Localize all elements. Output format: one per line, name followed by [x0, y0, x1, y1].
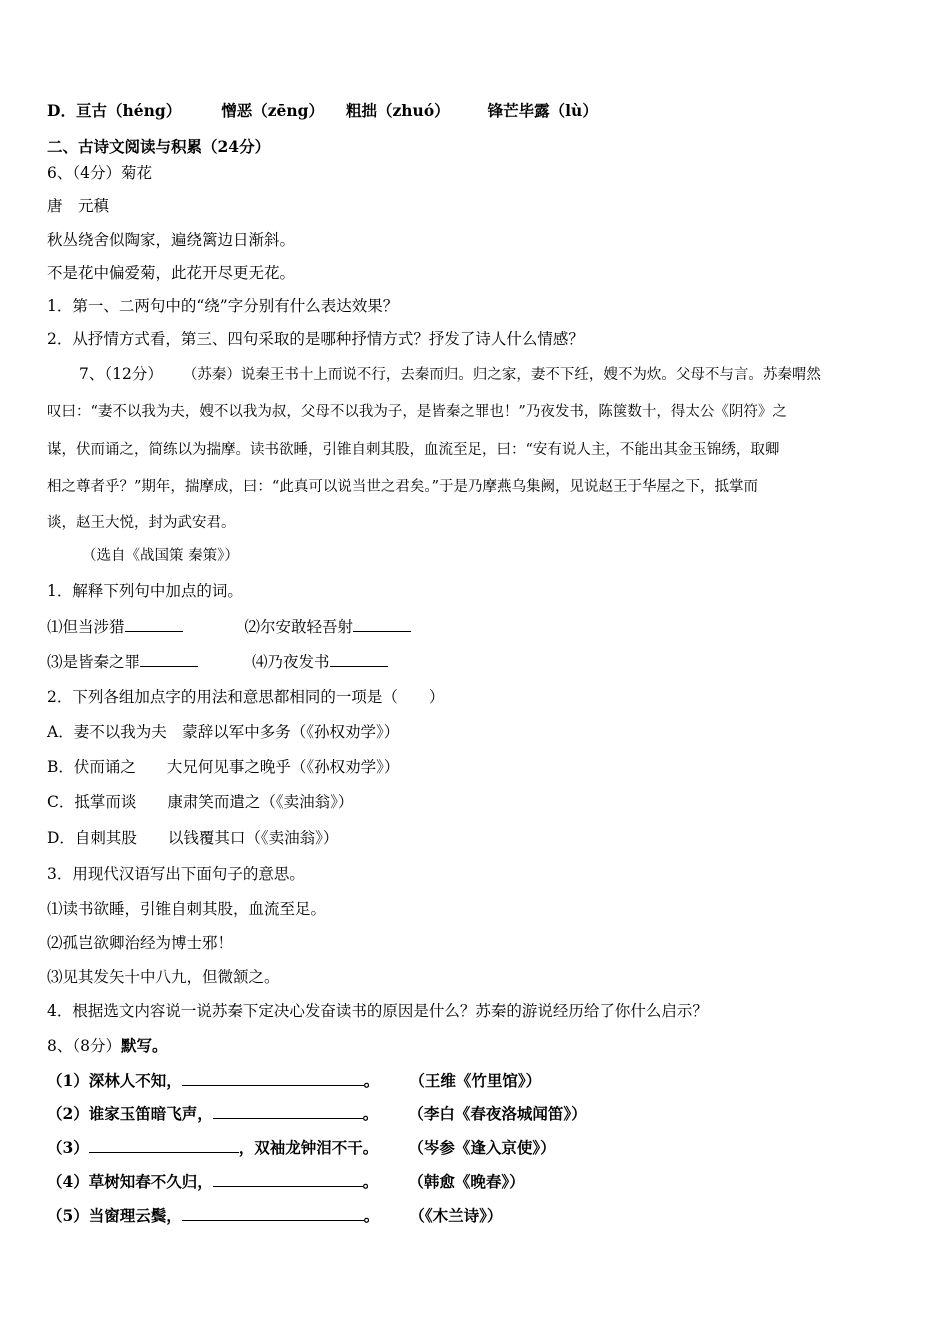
q7-sub-3: 3．用现代汉语写出下面句子的意思。 — [47, 865, 305, 883]
q7-translate-3: ⑶见其发矢十中八九，但微颔之。 — [47, 968, 280, 986]
answer-blank-4[interactable] — [330, 651, 388, 667]
option-d-item-1: 亘古（héng） — [75, 101, 182, 120]
q8-line-5-end: 。 — [363, 1206, 380, 1225]
q8-line-3-source: （岑参《逢入京使》） — [408, 1138, 556, 1157]
q7-word-2: ⑵尔安敢轻吾射 — [244, 618, 354, 636]
q8-line-5-text: （5）当窗理云鬓， — [47, 1206, 182, 1225]
q7-option-d: D．自刺其股 以钱覆其口（《卖油翁》） — [47, 829, 339, 847]
q8-header — [47, 1036, 168, 1056]
q7-passage-line-5: 谈，赵王大悦，封为武安君。 — [47, 515, 236, 531]
q7-option-c: C．抵掌而谈 康肃笑而遣之（《卖油翁》） — [47, 793, 354, 811]
q7-header: 7、（12分） — [79, 365, 163, 383]
q8-line-5-source: （《木兰诗》） — [409, 1206, 503, 1225]
q8-line-2-source: （李白《春夜洛城闻笛》） — [408, 1104, 587, 1123]
answer-blank-3[interactable] — [140, 651, 198, 667]
q8-line-5 — [47, 1205, 502, 1226]
q6-sub-1: 1．第一、二两句中的“绕”字分别有什么表达效果？ — [47, 297, 399, 315]
q8-blank-2[interactable] — [213, 1103, 363, 1119]
q8-line-1-text: （1）深林人不知， — [47, 1071, 182, 1090]
q8-blank-4[interactable] — [213, 1171, 363, 1187]
q7-sub-4: 4．根据选文内容说一说苏秦下定决心发奋读书的原因是什么？苏秦的游说经历给了你什么启示？ — [47, 1002, 708, 1020]
q7-passage-line-4: 相之尊者乎？”期年，揣摩成，曰：“此真可以说当世之君矣。”于是乃摩燕乌集阙，见说赵王于华屋之下，抵掌而 — [47, 479, 758, 495]
q7-passage-line-2: 叹曰：“妻不以我为夫，嫂不以我为叔，父母不以我为子，是皆秦之罪也！”乃夜发书，陈箧数十，得太公《阴符》之 — [47, 404, 787, 420]
q8-blank-3[interactable] — [89, 1137, 239, 1153]
q8-line-1-end: 。 — [363, 1071, 380, 1090]
q7-sub-1: 1．解释下列句中加点的词。 — [47, 582, 243, 600]
q8-line-3 — [47, 1137, 556, 1158]
q8-line-2 — [47, 1103, 587, 1124]
q7-word-4: ⑷乃夜发书 — [252, 653, 330, 671]
q8-blank-5[interactable] — [182, 1205, 364, 1221]
q8-line-1 — [47, 1070, 541, 1091]
q7-word-3: ⑶是皆秦之罪 — [47, 653, 141, 671]
option-d-item-2: 憎恶（zēng） — [221, 101, 324, 120]
q8-header-title: 默写。 — [120, 1036, 168, 1055]
q7-word-row-1 — [47, 616, 411, 637]
q7-source: （选自《战国策 秦策》） — [82, 548, 239, 564]
q6-poem-line-1: 秋丛绕舍似陶家，遍绕篱边日渐斜。 — [47, 231, 296, 249]
q7-passage-line-3: 谋，伏而诵之，简练以为揣摩。读书欲睡，引锥自刺其股，血流至足，曰：“安有说人主，不能出其金玉锦绣，取卿 — [47, 442, 780, 458]
q8-line-3-text-2: ，双袖龙钟泪不干。 — [238, 1138, 379, 1157]
answer-blank-2[interactable] — [353, 616, 411, 632]
q8-line-2-text: （2）谁家玉笛暗飞声， — [47, 1104, 213, 1123]
q7-word-row-2 — [47, 651, 388, 672]
q8-line-1-source: （王维《竹里馆》） — [409, 1071, 542, 1090]
q7-translate-1: ⑴读书欲睡，引锥自刺其股，血流至足。 — [47, 900, 327, 918]
answer-blank-1[interactable] — [125, 616, 183, 632]
q7-passage-line-1 — [79, 364, 821, 385]
q8-blank-1[interactable] — [182, 1070, 364, 1086]
q8-line-4-end: 。 — [362, 1172, 379, 1191]
option-d-item-4: 锋芒毕露（lù） — [487, 101, 598, 120]
q8-line-4-text: （4）草树知春不久归， — [47, 1172, 213, 1191]
q6-sub-2: 2．从抒情方式看，第三、四句采取的是哪种抒情方式？抒发了诗人什么情感？ — [47, 330, 584, 348]
option-d-label: D． — [47, 101, 76, 120]
q7-translate-2: ⑵孤岂欲卿治经为博士邪！ — [47, 934, 234, 952]
q6-author: 唐 元稹 — [47, 197, 110, 215]
q7-passage-text-1: （苏秦）说秦王书十上而说不行，去秦而归。归之家，妻不下纴，嫂不为炊。父母不与言。苏秦喟然 — [182, 367, 821, 383]
section-2-title: 二、古诗文阅读与积累（24分） — [47, 137, 271, 156]
option-d-item-3: 粗拙（zhuó） — [345, 101, 450, 120]
q7-option-a: A．妻不以我为夫 蒙辞以军中多务（《孙权劝学》） — [47, 723, 400, 741]
q7-word-1: ⑴但当涉猎 — [47, 618, 125, 636]
q8-header-num: 8、（8分） — [47, 1037, 121, 1055]
q7-option-b: B．伏而诵之 大兄何见事之晚乎（《孙权劝学》） — [47, 758, 400, 776]
q8-line-3-text: （3） — [47, 1138, 89, 1157]
q8-line-2-end: 。 — [362, 1104, 379, 1123]
option-d-pinyin — [47, 101, 598, 121]
q6-header: 6、（4分）菊花 — [47, 164, 152, 182]
q8-line-4 — [47, 1171, 525, 1192]
q6-poem-line-2: 不是花中偏爱菊，此花开尽更无花。 — [47, 264, 296, 282]
q8-line-4-source: （韩愈《晚春》） — [408, 1172, 525, 1191]
q7-sub-2: 2．下列各组加点字的用法和意思都相同的一项是（ ） — [47, 688, 445, 706]
